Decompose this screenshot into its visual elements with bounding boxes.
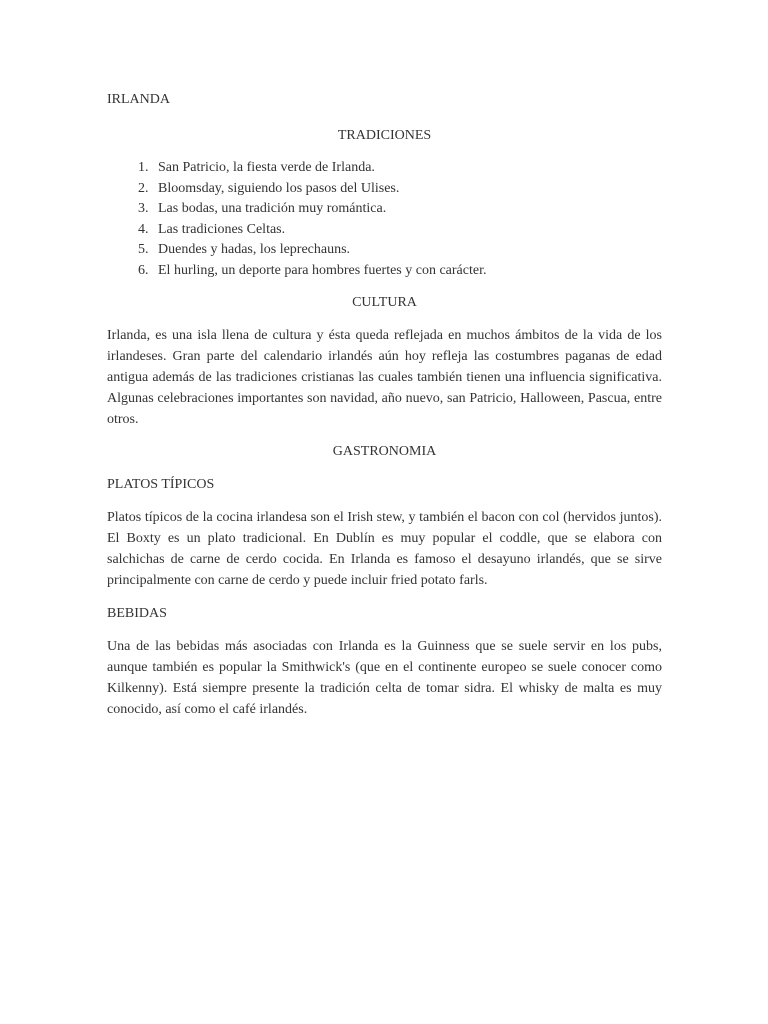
list-item: 2. Bloomsday, siguiendo los pasos del Ulises. bbox=[152, 179, 662, 200]
document-title: IRLANDA bbox=[107, 92, 170, 107]
list-item: 4. Las tradiciones Celtas. bbox=[152, 220, 662, 241]
cultura-heading: CULTURA bbox=[352, 295, 417, 310]
tradiciones-heading: TRADICIONES bbox=[337, 128, 432, 143]
tradiciones-list bbox=[107, 158, 662, 281]
list-item: 1. San Patricio, la fiesta verde de Irlanda. bbox=[152, 158, 662, 179]
document-page bbox=[107, 90, 662, 732]
bebidas-paragraph: Una de las bebidas más asociadas con Irlanda es la Guinness que se suele servir en los pubs, aunque también es popular la Smithwick's (que en el continente europeo se suele conocer como Kilkenny). Está siempre presente la tradición celta de tomar sidra. El whisky de malta es muy conocido, así como el café irlandés. bbox=[107, 639, 662, 717]
list-item: 6. El hurling, un deporte para hombres fuertes y con carácter. bbox=[152, 261, 662, 282]
platos-tipicos-heading: PLATOS TÍPICOS bbox=[107, 477, 215, 492]
platos-tipicos-paragraph: Platos típicos de la cocina irlandesa son el Irish stew, y también el bacon con col (hervidos juntos). El Boxty es un plato tradicional. En Dublín es muy popular el coddle, que se elabora con salchichas de carne de cerdo cocida. En Irlanda es famoso el desayuno irlandés, que se sirve principalmente con carne de cerdo y puede incluir fried potato farls. bbox=[107, 510, 662, 588]
gastronomia-heading: GASTRONOMIA bbox=[332, 444, 437, 459]
bebidas-heading: BEBIDAS bbox=[107, 606, 167, 621]
list-item: 3. Las bodas, una tradición muy romántica. bbox=[152, 199, 662, 220]
list-item: 5. Duendes y hadas, los leprechauns. bbox=[152, 240, 662, 261]
cultura-paragraph: Irlanda, es una isla llena de cultura y ésta queda reflejada en muchos ámbitos de la vida de los irlandeses. Gran parte del calendario irlandés aún hoy refleja las costumbres paganas de edad antigua además de las tradiciones cristianas las cuales también tienen una influencia significativa. Algunas celebraciones importantes son navidad, año nuevo, san Patricio, Halloween, Pascua, entre otros. bbox=[107, 328, 662, 427]
